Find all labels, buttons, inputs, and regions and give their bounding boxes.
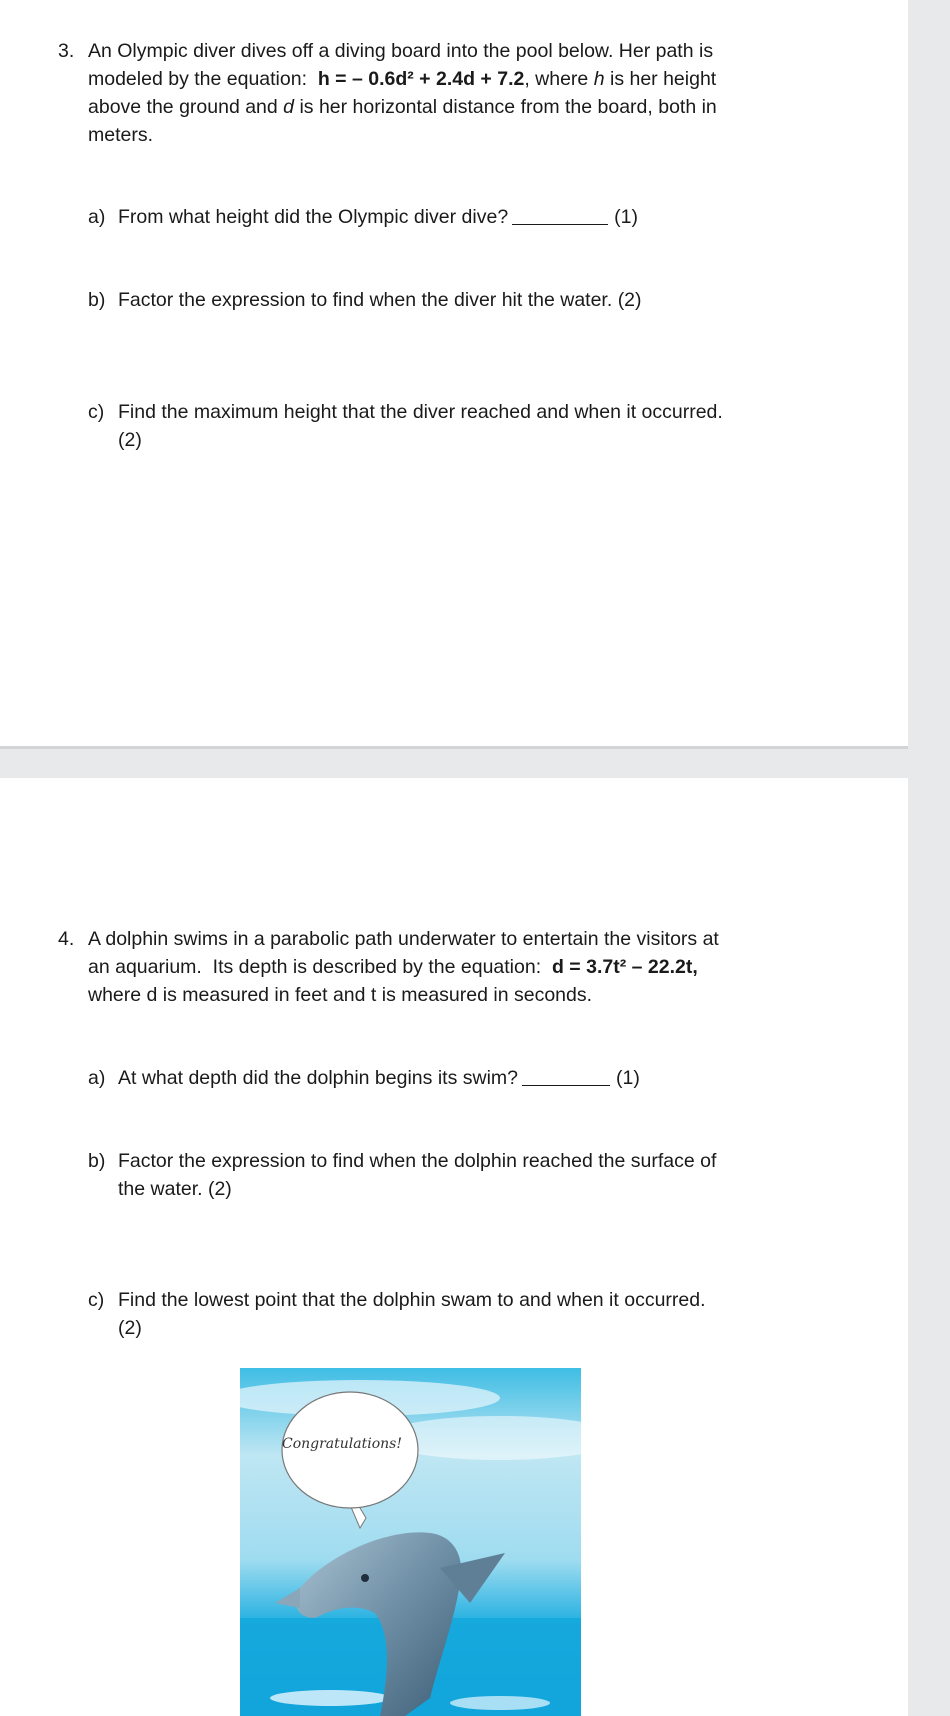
page-divider <box>0 746 908 749</box>
points: (2) <box>118 429 142 451</box>
stem-line: modeled by the equation: h = – 0.6d² + 2.4d + 7.2, where h is her height <box>88 68 717 90</box>
splash <box>270 1690 390 1706</box>
part-label: b) <box>88 1150 106 1172</box>
part-label: a) <box>88 1067 106 1089</box>
part-text: Factor the expression to find when the diver hit the water. (2) <box>118 289 642 311</box>
part-label: c) <box>88 1289 105 1311</box>
part-text: the water. (2) <box>118 1178 232 1200</box>
stem-line: above the ground and d is her horizontal distance from the board, both in <box>88 96 717 118</box>
equation: h = – 0.6d² + 2.4d + 7.2 <box>317 68 525 90</box>
part-text: Find the maximum height that the diver reached and when it occurred. <box>118 401 723 423</box>
points: (2) <box>118 1317 142 1339</box>
points: (1) <box>614 206 639 228</box>
splash <box>450 1696 550 1710</box>
stem-line: an aquarium. Its depth is described by the equation: d = 3.7t² – 22.2t, <box>88 956 698 978</box>
question-number: 3. <box>58 40 75 62</box>
part-text: Find the lowest point that the dolphin swam to and when it occurred. <box>118 1289 706 1311</box>
dolphin-illustration <box>240 1368 581 1716</box>
stem-line: meters. <box>88 124 154 146</box>
part-label: a) <box>88 206 106 228</box>
answer-blank[interactable] <box>522 1067 610 1086</box>
dolphin-congratulations-image <box>240 1368 581 1716</box>
answer-blank[interactable] <box>512 206 608 225</box>
stem-line: where d is measured in feet and t is measured in seconds. <box>88 984 593 1006</box>
stem-line: A dolphin swims in a parabolic path underwater to entertain the visitors at <box>88 928 719 950</box>
part-text: At what depth did the dolphin begins its swim? <box>118 1067 518 1089</box>
part-text: From what height did the Olympic diver dive? <box>118 206 509 228</box>
part-label: c) <box>88 401 105 423</box>
equation: d = 3.7t² – 22.2t, <box>551 956 698 978</box>
stem-line: An Olympic diver dives off a diving board into the pool below. Her path is <box>88 40 714 62</box>
question-3-stem <box>88 37 778 149</box>
part-text: Factor the expression to find when the dolphin reached the surface of <box>118 1150 717 1172</box>
points: (1) <box>616 1067 640 1089</box>
part-label: b) <box>88 289 106 311</box>
question-4-stem <box>88 925 778 1009</box>
question-number: 4. <box>58 928 75 950</box>
dolphin-eye <box>361 1574 369 1582</box>
speech-text: Congratulations! <box>282 1436 402 1452</box>
